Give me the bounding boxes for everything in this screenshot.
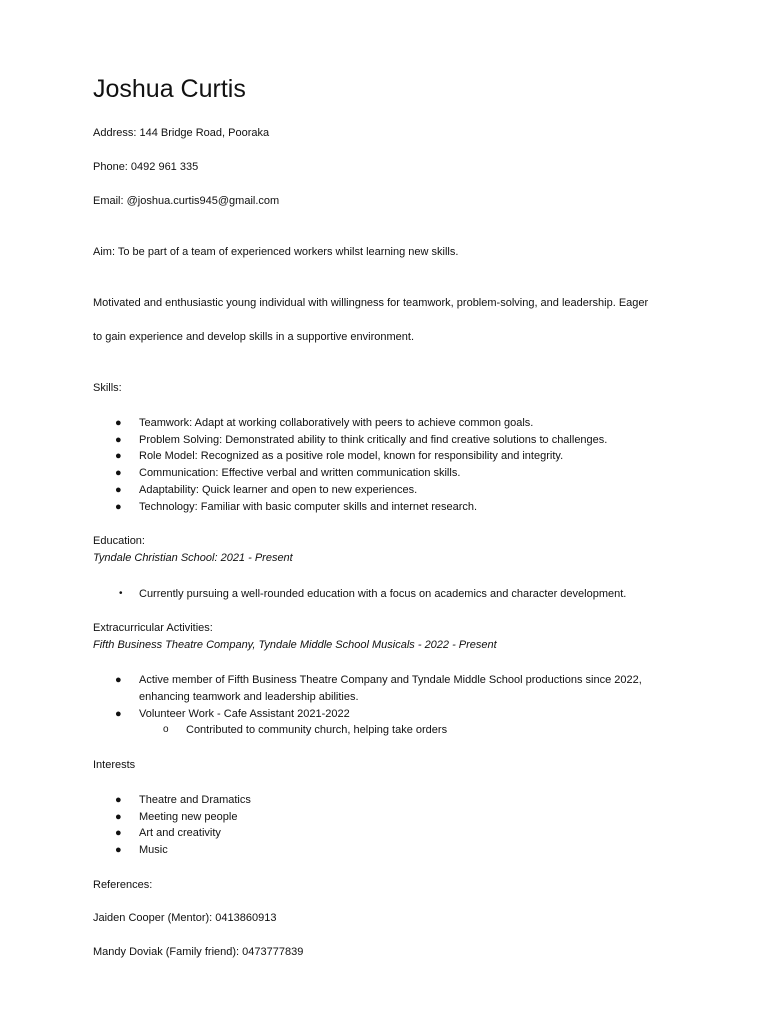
extracurricular-heading: Extracurricular Activities: <box>93 622 213 634</box>
references-heading: References: <box>93 879 153 891</box>
reference-1: Jaiden Cooper (Mentor): 0413860913 <box>93 912 277 924</box>
education-heading: Education: <box>93 535 145 547</box>
skills-heading: Skills: <box>93 382 122 394</box>
email-line: Email: @joshua.curtis945@gmail.com <box>93 195 280 207</box>
bullet-icon: ● <box>115 484 122 496</box>
list-item: ● Communication: Effective verbal and written communication skills. <box>115 467 461 479</box>
list-item: ● Art and creativity <box>115 827 221 839</box>
list-item: ● Teamwork: Adapt at working collaboratively with peers to achieve common goals. <box>115 417 534 429</box>
summary-line-1: Motivated and enthusiastic young individual with willingness for teamwork, problem-solving, and leadership. Eager <box>93 297 649 309</box>
education-school: Tyndale Christian School: 2021 - Present <box>93 552 293 564</box>
list-item-continuation: enhancing teamwork and leadership abilities. <box>139 691 359 703</box>
list-item: ● Adaptability: Quick learner and open to new experiences. <box>115 484 418 496</box>
list-item: ● Theatre and Dramatics <box>115 794 251 806</box>
list-item: ● Meeting new people <box>115 811 238 823</box>
list-item: ● Active member of Fifth Business Theatre Company and Tyndale Middle School productions since 2022, <box>115 674 642 686</box>
resume-name: Joshua Curtis <box>93 75 246 103</box>
phone-line: Phone: 0492 961 335 <box>93 161 199 173</box>
bullet-icon: ● <box>115 417 122 429</box>
bullet-icon: ● <box>115 844 122 856</box>
bullet-icon: ● <box>115 674 122 686</box>
list-item: ● Problem Solving: Demonstrated ability to think critically and find creative solutions to challenges. <box>115 434 608 446</box>
list-item: • Currently pursuing a well-rounded education with a focus on academics and character development. <box>119 588 627 600</box>
bullet-icon: ● <box>115 827 122 839</box>
address-line: Address: 144 Bridge Road, Pooraka <box>93 127 270 139</box>
extracurricular-subtitle: Fifth Business Theatre Company, Tyndale Middle School Musicals - 2022 - Present <box>93 639 497 651</box>
bullet-icon: ● <box>115 501 122 513</box>
list-item: ● Volunteer Work - Cafe Assistant 2021-2022 <box>115 708 350 720</box>
interests-heading: Interests <box>93 759 136 771</box>
bullet-icon: ● <box>115 467 122 479</box>
bullet-icon: ● <box>115 794 122 806</box>
aim-line: Aim: To be part of a team of experienced workers whilst learning new skills. <box>93 246 459 258</box>
list-item: ● Role Model: Recognized as a positive role model, known for responsibility and integrity. <box>115 450 564 462</box>
bullet-icon: ● <box>115 434 122 446</box>
hollow-bullet-icon: o <box>163 724 169 735</box>
bullet-icon: ● <box>115 708 122 720</box>
reference-2: Mandy Doviak (Family friend): 0473777839 <box>93 946 304 958</box>
list-item: ● Music <box>115 844 168 856</box>
sub-list-item: o Contributed to community church, helping take orders <box>163 724 448 736</box>
list-item: ● Technology: Familiar with basic computer skills and internet research. <box>115 501 478 513</box>
bullet-icon: ● <box>115 450 122 462</box>
bullet-icon: ● <box>115 811 122 823</box>
summary-line-2: to gain experience and develop skills in a supportive environment. <box>93 331 415 343</box>
bullet-icon: • <box>119 588 123 599</box>
